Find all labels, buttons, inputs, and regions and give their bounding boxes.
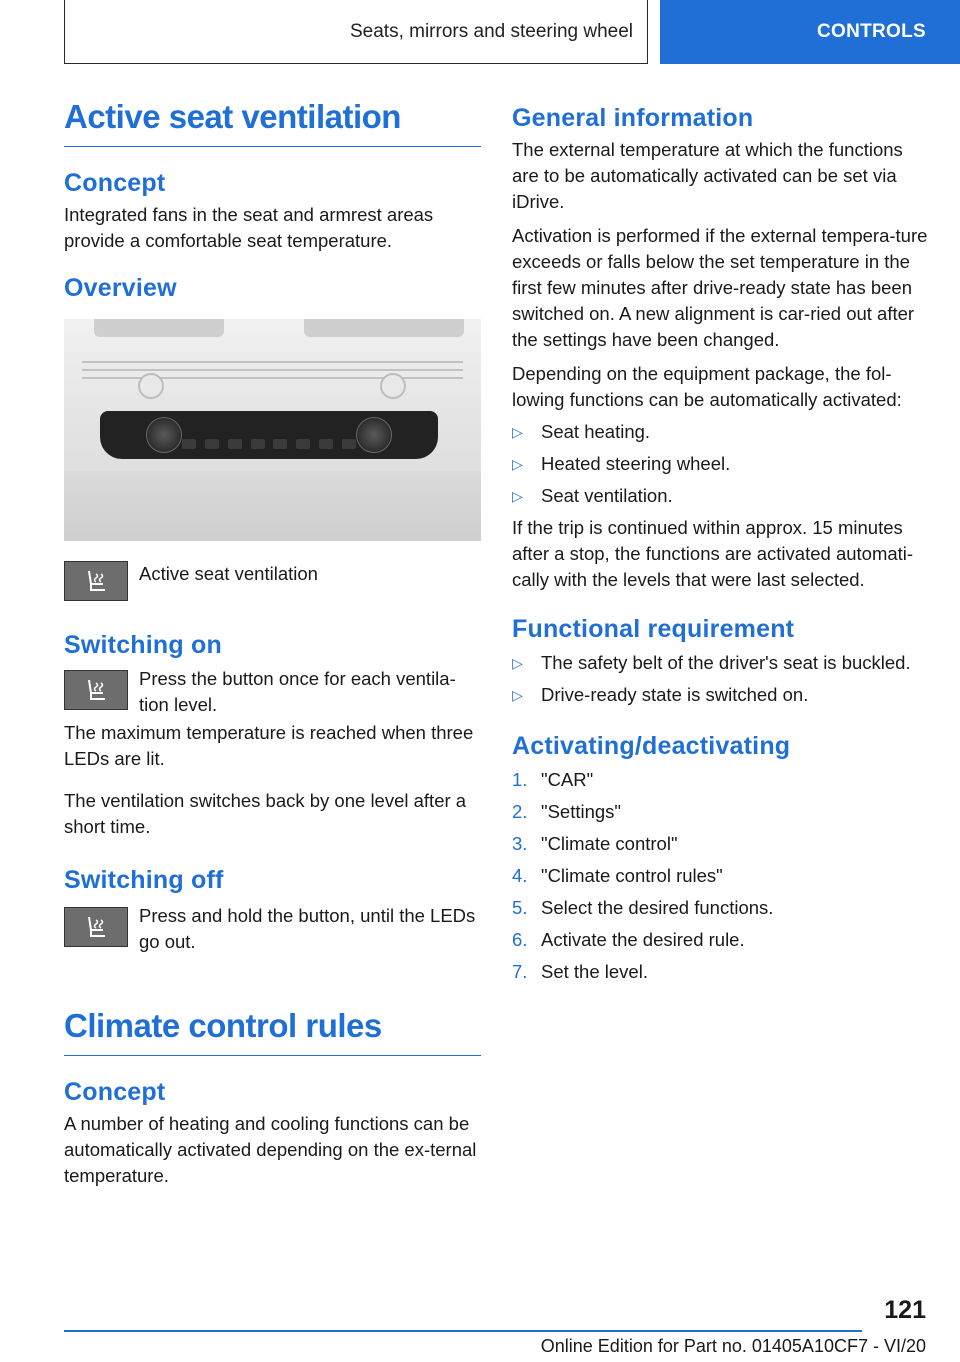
list-item: 6. Activate the desired rule. (512, 929, 745, 950)
left-column (64, 98, 481, 1189)
list-item: ▷ The safety belt of the driver's seat is buckled. (512, 652, 911, 673)
max-temp-text: The maximum temperature is reached when three LEDs are lit. (64, 722, 474, 769)
header-chapter-title: CONTROLS (816, 21, 926, 42)
list-item: ▷ Seat ventilation. (512, 485, 673, 506)
general-p2: Activation is performed if the external tempera‐ture exceeds or falls below the set temperature in the first few minutes after drive-ready state has been switched on. A new alignment is car‐ried out after the settings have been changed. (512, 225, 928, 350)
heading-concept: Concept (64, 169, 166, 197)
heading-overview: Overview (64, 274, 177, 302)
heading-rules-concept: Concept (64, 1078, 166, 1106)
heading-functional-requirement: Functional requirement (512, 615, 795, 643)
overview-caption: Active seat ventilation (139, 563, 318, 584)
heading-general-information: General information (512, 104, 754, 132)
heading-switching-on: Switching on (64, 631, 222, 659)
list-item: 2. "Settings" (512, 801, 621, 822)
edition-footer: Online Edition for Part no. 01405A10CF7 - VI/20 (540, 1336, 926, 1356)
concept-text: Integrated fans in the seat and armrest areas provide a comfortable seat temperature. (64, 204, 434, 251)
climate-panel-photo (64, 319, 481, 541)
steps-list (512, 767, 932, 985)
climate-control-panel (100, 411, 438, 459)
page-number: 121 (884, 1296, 926, 1324)
list-item: ▷ Seat heating. (512, 421, 651, 442)
right-column (512, 98, 932, 985)
footer-divider (64, 1330, 862, 1332)
rules-concept-text: A number of heating and cooling functions can be automatically activated depending on the ex‐ternal temperature. (64, 1113, 477, 1186)
general-p1: The external temperature at which the functions are to be automatically activated can be set via iDrive. (512, 139, 903, 212)
seat-ventilation-icon (64, 561, 128, 601)
auto-functions-list (512, 419, 932, 509)
list-item: ▷ Drive-ready state is switched on. (512, 684, 809, 705)
header-section-title: Seats, mirrors and steering wheel (349, 20, 633, 42)
seat-ventilation-off-icon (64, 907, 128, 947)
switching-off-text: Press and hold the button, until the LEDs go out. (139, 905, 476, 952)
list-item: 5. Select the desired functions. (512, 897, 774, 918)
list-item: 7. Set the level. (512, 961, 648, 982)
switching-on-text: Press the button once for each ventila‐tion level. (139, 668, 456, 715)
title-active-seat-ventilation: Active seat ventilation (64, 98, 481, 147)
list-item: 4. "Climate control rules" (512, 865, 723, 886)
heading-switching-off: Switching off (64, 866, 224, 894)
general-p3: Depending on the equipment package, the fol‐lowing functions can be automatically activated: (512, 363, 902, 410)
running-header-chapter (660, 0, 960, 64)
list-item: ▷ Heated steering wheel. (512, 453, 731, 474)
seat-ventilation-button-icon (64, 670, 128, 710)
list-item: 3. "Climate control" (512, 833, 678, 854)
list-item: 1. "CAR" (512, 769, 594, 790)
running-header-section (64, 0, 648, 64)
switch-back-text: The ventilation switches back by one level after a short time. (64, 790, 467, 837)
requirements-list (512, 650, 932, 708)
heading-activating-deactivating: Activating/deactivating (512, 732, 791, 760)
general-p4: If the trip is continued within approx. 15 minutes after a stop, the functions are activated automati‐cally with the levels that were last selected. (512, 517, 914, 590)
title-climate-control-rules: Climate control rules (64, 1007, 481, 1056)
